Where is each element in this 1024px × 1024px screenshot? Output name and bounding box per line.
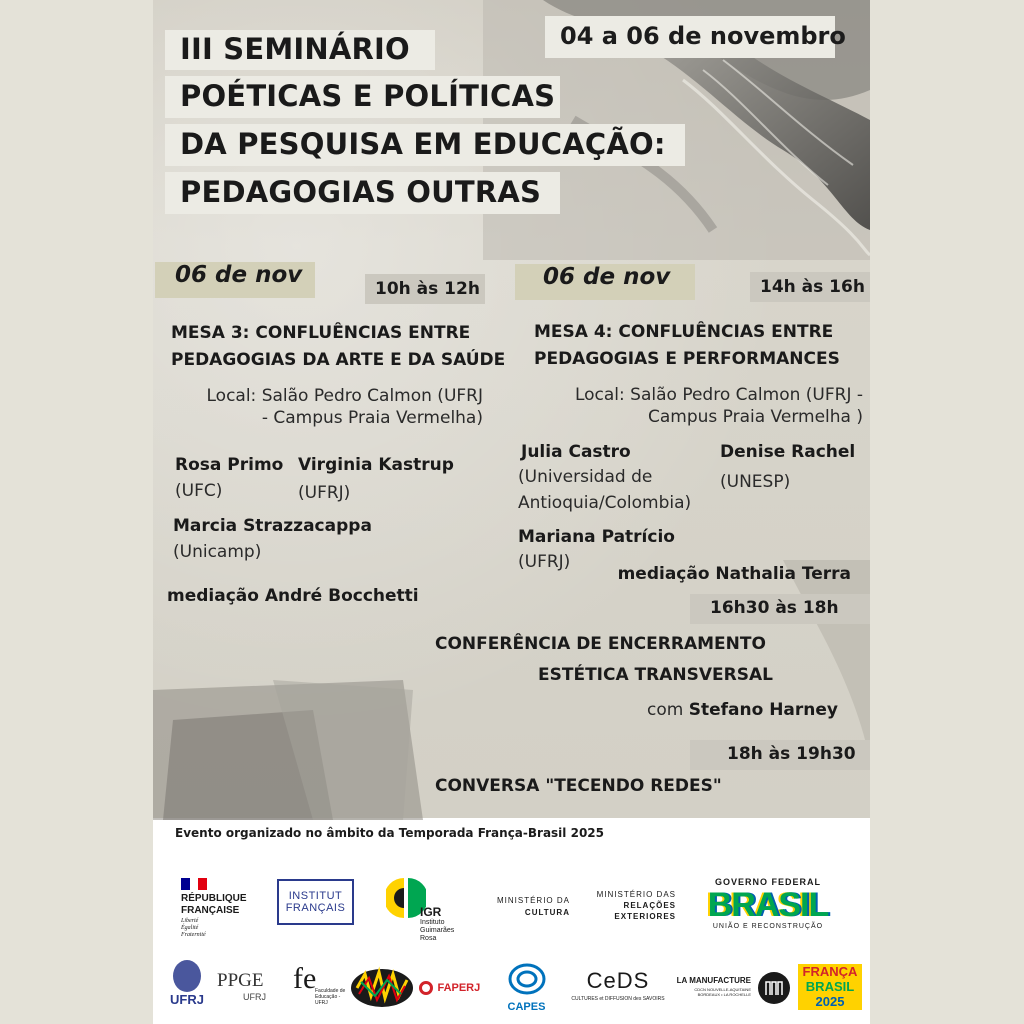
title-line-1: III SEMINÁRIO: [180, 32, 410, 66]
logo-text: 2025: [815, 994, 845, 1009]
logo-text: UNIÃO E RECONSTRUÇÃO: [712, 923, 824, 930]
paper-background: [153, 0, 870, 818]
ceds-logo: [563, 968, 673, 1012]
mesa3-mediation: mediação André Bocchetti: [167, 586, 419, 606]
logo-text: Rosa: [420, 935, 437, 942]
stone-artwork: [153, 680, 453, 820]
marianne-flag-icon: [181, 878, 207, 890]
mesa4-speaker-name: Mariana Patrício: [518, 527, 675, 547]
logo-text: UFRJ: [243, 992, 266, 1002]
logo-text: Égalité: [181, 925, 199, 931]
conference-time: 16h30 às 18h: [710, 598, 839, 618]
ppge-logo: [217, 970, 287, 1014]
mesa3-local-line-1: Local: Salão Pedro Calmon (UFRJ: [206, 386, 483, 406]
logo-text: EXTERIORES: [614, 912, 676, 921]
title-line-4: PEDAGOGIAS OUTRAS: [180, 175, 542, 209]
logo-text: FAPERJ: [437, 981, 481, 994]
logo-text: MINISTÉRIO DAS: [596, 890, 676, 899]
mesa3-speaker-name: Rosa Primo: [175, 455, 284, 475]
brasil-wordmark: BRASIL: [707, 886, 829, 924]
title-line-3: DA PESQUISA EM EDUCAÇÃO:: [180, 127, 666, 161]
event-date-range: 04 a 06 de novembro: [560, 22, 846, 50]
franca-brasil-2025-logo: [798, 964, 862, 1010]
mesa4-title-line-1: MESA 4: CONFLUÊNCIAS ENTRE: [534, 322, 834, 342]
logo-text: CAPES: [507, 1001, 546, 1013]
ministerio-relacoes-logo: [583, 890, 676, 921]
mesa3-title-line-2: PEDAGOGIAS DA ARTE E DA SAÚDE: [171, 350, 506, 370]
conference-title-line-2: ESTÉTICA TRANSVERSAL: [538, 665, 773, 685]
logo-text: Fraternité: [181, 932, 206, 938]
logo-text: INSTITUT: [288, 890, 343, 902]
conference-title-line-1: CONFERÊNCIA DE ENCERRAMENTO: [435, 634, 766, 654]
mesa4-time: 14h às 16h: [760, 277, 865, 297]
logo-text: CeDS: [586, 968, 650, 993]
logo-text: Liberté: [181, 918, 199, 924]
institut-francais-logo: [277, 879, 354, 925]
mesa3-speaker-inst: (UFC): [175, 481, 223, 501]
mesa3-time: 10h às 12h: [375, 279, 480, 299]
ministerio-cultura-logo: [473, 896, 570, 917]
mesa4-speaker-name: Denise Rachel: [720, 442, 856, 462]
mesa4-speaker-inst: (UNESP): [720, 472, 791, 492]
logo-text: BRASIL: [805, 979, 855, 994]
mesa4-local-line-1: Local: Salão Pedro Calmon (UFRJ -: [574, 385, 863, 405]
mesa4-title-line-2: PEDAGOGIAS E PERFORMANCES: [534, 349, 840, 369]
mesa3-title-line-1: MESA 3: CONFLUÊNCIAS ENTRE: [171, 323, 471, 343]
la-manufacture-logo: [673, 976, 751, 997]
governo-federal-logo: [693, 877, 843, 941]
mesa4-speaker-inst: (Universidad de: [518, 467, 653, 487]
logo-text: Guimarães: [420, 927, 455, 934]
colorful-group-logo: [349, 966, 415, 1010]
logo-text: UFRJ: [170, 992, 204, 1007]
mesa3-speaker-inst: (UFRJ): [298, 483, 351, 503]
mesa4-speaker-inst: Antioquia/Colombia): [518, 493, 692, 513]
logo-text: CULTURA: [524, 908, 570, 917]
republique-francaise-logo: [181, 878, 266, 938]
conversa-time: 18h às 19h30: [727, 744, 856, 764]
title-line-2: POÉTICAS E POLÍTICAS: [180, 79, 556, 113]
logo-text: FRANÇAISE: [181, 905, 240, 916]
igr-logo: [386, 876, 466, 946]
logo-text: Instituto: [420, 919, 445, 926]
conference-speaker-line: [647, 700, 838, 720]
conversa-title: CONVERSA "TECENDO REDES": [435, 776, 722, 796]
logo-text: CDCN NOUVELLE-AQUITAINE: [694, 987, 751, 992]
logo-text: Faculdade de: [315, 988, 346, 994]
logo-text: GOVERNO FEDERAL: [714, 877, 821, 887]
logo-text: FRANÇAIS: [285, 902, 346, 914]
ufrj-logo: [163, 960, 211, 1016]
mesa4-speaker-name: Julia Castro: [521, 442, 631, 462]
logo-text: CULTURES et DIFFUSION des SAVOIRS: [571, 996, 665, 1002]
mesa4-speaker-inst: (UFRJ): [518, 552, 571, 572]
conference-speaker: Stefano Harney: [688, 700, 838, 720]
faperj-symbol-icon: [419, 981, 433, 995]
faperj-logo: [419, 979, 489, 999]
logo-text: fe: [293, 962, 317, 995]
logo-text: FRANÇA: [802, 964, 858, 979]
mesa3-local-line-2: - Campus Praia Vermelha): [261, 408, 483, 428]
mesa3-speaker-name: Virginia Kastrup: [298, 455, 454, 475]
conference-with-prefix: com: [647, 700, 684, 720]
logo-text: RELAÇÕES: [623, 901, 676, 910]
poster: [153, 0, 870, 1024]
mesa4-date: 06 de nov: [543, 264, 671, 290]
mesa4-mediation: mediação Nathalia Terra: [617, 564, 851, 584]
footer-note: Evento organizado no âmbito da Temporada França-Brasil 2025: [175, 826, 604, 840]
mesa4-local-line-2: Campus Praia Vermelha ): [647, 407, 863, 427]
logo-text: IGR: [420, 905, 442, 919]
mesa3-date: 06 de nov: [175, 262, 303, 288]
ufrj-emblem-icon: [173, 960, 201, 992]
logo-text: BORDEAUX • LA ROCHELLE: [697, 992, 751, 997]
logo-text: PPGE: [217, 970, 264, 991]
logo-text: LA MANUFACTURE: [676, 976, 751, 985]
mesa3-speaker-inst: (Unicamp): [173, 542, 262, 562]
capes-logo: [499, 962, 554, 1016]
fe-ufrj-logo: [293, 964, 353, 1014]
la-manufacture-m-icon: [757, 971, 791, 1005]
logo-text: Educação - UFRJ: [315, 994, 341, 1006]
capes-symbol-icon: [507, 962, 547, 996]
logo-text: MINISTÉRIO DA: [496, 896, 570, 905]
mesa3-speaker-name: Marcia Strazzacappa: [173, 516, 372, 536]
logo-text: RÉPUBLIQUE: [181, 893, 247, 904]
